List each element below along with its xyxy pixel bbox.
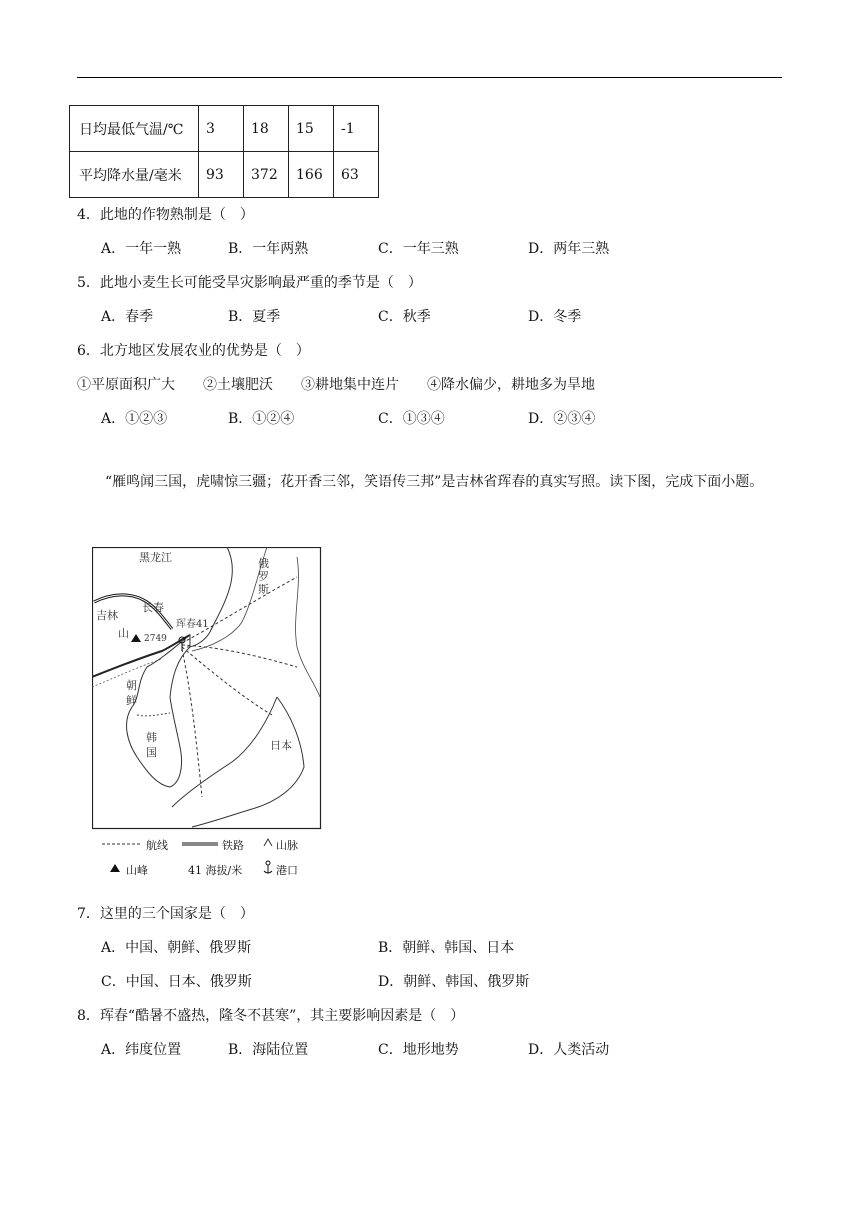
svg-text:朝: 朝: [126, 679, 137, 692]
table-cell: 93: [199, 152, 244, 198]
table-cell: 3: [199, 106, 244, 152]
table-cell: 63: [334, 152, 379, 198]
legend-port-label: 港口: [276, 864, 298, 877]
table-row: [70, 152, 379, 198]
question-6-stem: 6．北方地区发展农业的优势是（ ）: [77, 343, 310, 359]
anchor-icon: [264, 861, 272, 873]
row-label: 日均最低气温/℃: [70, 106, 199, 152]
label-russia-1: 俄: [258, 557, 269, 570]
map-legend: [92, 834, 322, 884]
q8-option-c[interactable]: C．地形地势: [378, 1042, 459, 1058]
legend-altitude-label: 41 海拔/米: [188, 864, 243, 877]
label-heilongjiang: 黑龙江: [139, 551, 172, 564]
label-russia: [258, 556, 269, 596]
q5-option-c[interactable]: C．秋季: [378, 309, 431, 325]
label-russia-3: 斯: [258, 583, 269, 596]
question-6-items: ①平原面积广大 ②土壤肥沃 ③耕地集中连片 ④降水偏少，耕地多为旱地: [77, 377, 595, 393]
table-cell: -1: [334, 106, 379, 152]
q8-option-d[interactable]: D．人类活动: [528, 1042, 610, 1058]
q5-option-a[interactable]: A．春季: [101, 309, 154, 325]
label-changchun: 长春: [142, 601, 164, 614]
label-mountain: 山: [118, 627, 129, 640]
label-hunchun: 珲春41: [176, 619, 209, 630]
q8-option-b[interactable]: B．海陆位置: [228, 1042, 309, 1058]
q4-option-a[interactable]: A．一年一熟: [101, 241, 182, 257]
reading-passage: “雁鸣闻三国，虎啸惊三疆；花开香三邻，笑语传三邦”是吉林省珲春的真实写照。读下图，完成下面小题。: [105, 474, 764, 490]
q7-option-b[interactable]: B．朝鲜、韩国、日本: [378, 940, 515, 956]
q4-option-c[interactable]: C．一年三熟: [378, 241, 459, 257]
question-4-stem: 4．此地的作物熟制是（ ）: [77, 207, 254, 223]
question-8-stem: 8．珲春“酷暑不盛热，隆冬不甚寒”，其主要影响因素是（ ）: [77, 1008, 465, 1024]
label-russia-2: 罗: [258, 570, 269, 583]
table-cell: 18: [244, 106, 289, 152]
header-rule: [77, 77, 782, 78]
q6-option-d[interactable]: D．②③④: [528, 411, 596, 427]
q6-option-b[interactable]: B．①②④: [228, 411, 295, 427]
q6-option-a[interactable]: A．①②③: [101, 411, 168, 427]
legend-mountains-label: 山脉: [276, 839, 298, 852]
peak-legend-icon: [110, 864, 120, 872]
table-cell: 15: [289, 106, 334, 152]
label-japan: 日本: [270, 739, 292, 752]
question-5-stem: 5．此地小麦生长可能受旱灾影响最严重的季节是（ ）: [77, 275, 422, 291]
mountains-icon: [264, 839, 272, 846]
legend-railway-label: 铁路: [222, 839, 244, 852]
row-label: 平均降水量/毫米: [70, 152, 199, 198]
q5-option-b[interactable]: B．夏季: [228, 309, 281, 325]
table-cell: 372: [244, 152, 289, 198]
q7-option-c[interactable]: C．中国、日本、俄罗斯: [101, 974, 252, 990]
svg-text:鲜: 鲜: [126, 694, 137, 707]
q7-option-d[interactable]: D．朝鲜、韩国、俄罗斯: [378, 974, 530, 990]
q7-option-a[interactable]: A．中国、朝鲜、俄罗斯: [101, 940, 252, 956]
legend-peak-label: 山峰: [126, 864, 148, 877]
table-row: [70, 106, 379, 152]
table-cell: 166: [289, 152, 334, 198]
climate-table: [69, 105, 379, 198]
legend-route-label: 航线: [146, 839, 168, 852]
label-peak-elevation: 2749: [144, 634, 167, 644]
svg-text:韩: 韩: [146, 731, 157, 744]
q8-option-a[interactable]: A．纬度位置: [101, 1042, 182, 1058]
hunchun-map: [92, 547, 322, 830]
question-7-stem: 7．这里的三个国家是（ ）: [77, 906, 254, 922]
svg-text:国: 国: [146, 746, 157, 759]
q6-option-c[interactable]: C．①③④: [378, 411, 445, 427]
label-jilin: 吉林: [96, 609, 118, 622]
q4-option-b[interactable]: B．一年两熟: [228, 241, 309, 257]
q4-option-d[interactable]: D．两年三熟: [528, 241, 610, 257]
q5-option-d[interactable]: D．冬季: [528, 309, 582, 325]
